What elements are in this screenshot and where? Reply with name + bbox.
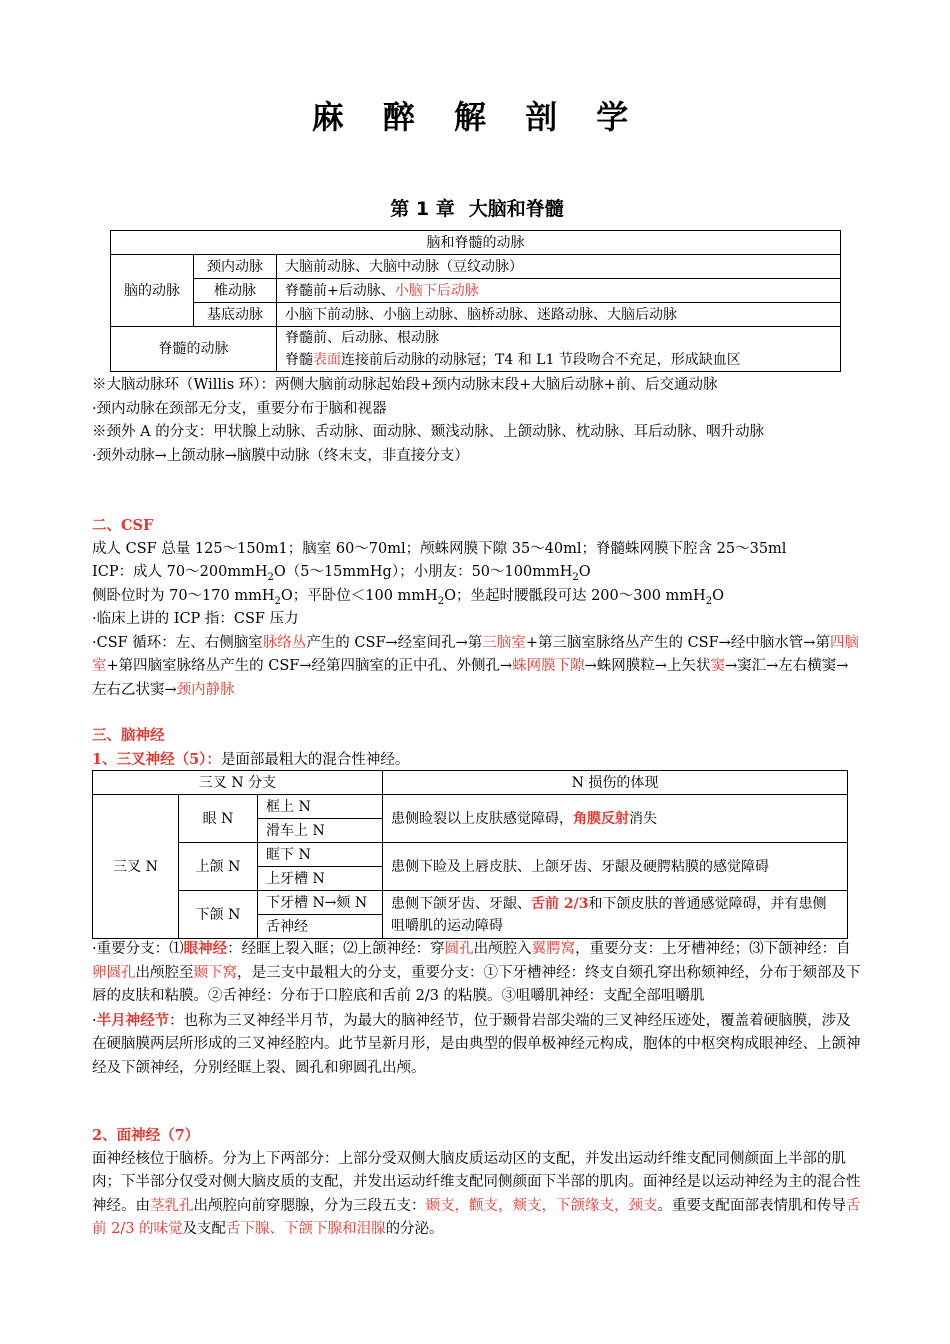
table-cell: 椎动脉 bbox=[194, 279, 277, 303]
note: ·颈外动脉→上颌动脉→脑膜中动脉（终末支，非直接分支） bbox=[92, 447, 469, 464]
csf-icp: ICP：成人 70～200mmH$_2$O（5～15mmHg）；小朋友：50～100mmH$_2$O bbox=[92, 564, 591, 583]
text-run: ：经眶上裂入眶；⑵上颌神经：穿 bbox=[227, 941, 445, 957]
text-run: 及支配 bbox=[182, 1221, 227, 1237]
table-cell: 颈内动脉 bbox=[194, 255, 277, 279]
text-run: →蛛网膜粒→上矢状 bbox=[584, 658, 711, 674]
text-run: 出颅腔入 bbox=[473, 941, 532, 957]
text-run: ：也称为三叉神经半月节，为最大的脑神经节，位于颞骨岩部尖端的三叉神经压迹处，覆盖着硬脑膜，涉及在硬脑膜两层所形成的三叉神经腔内。此节呈新月形，是由典型的假单极神经元构成，胞体的中枢突构成眼神经、上颌神经及下颌神经，分别经眶上裂、圆孔和卵圆孔出颅。 bbox=[92, 1012, 861, 1076]
highlight-bold: 半月神经节 bbox=[96, 1011, 170, 1029]
highlight-text: 圆孔 bbox=[444, 941, 474, 957]
text-run: ，是三支中最粗大的分支，重要分支：①下牙槽神经：终支自颏孔穿出称颏神经，分布于颏部及下唇的皮肤和粘膜。②舌神经：分布于口腔底和舌前 2/3 的粘膜。③咀嚼肌神经：支配全部咀嚼肌 bbox=[92, 964, 861, 1004]
csf-clinical: ·临床上讲的 ICP 指：CSF 压力 bbox=[92, 611, 299, 627]
csf-circulation bbox=[92, 632, 862, 703]
table-cell: 脊髓前+后动脉、小脑下后动脉 bbox=[277, 279, 841, 303]
text-run: 出颅腔至 bbox=[135, 964, 194, 981]
table-cell: 舌神经 bbox=[258, 915, 383, 939]
table-cell: 患侧睑裂以上皮肤感觉障碍，角膜反射消失 bbox=[383, 795, 848, 843]
artery-table bbox=[110, 230, 841, 372]
table-cell: 脊髓前、后动脉、根动脉 脊髓表面连接前后动脉的动脉冠；T4 和 L1 节段吻合不充足，形成缺血区 bbox=[277, 327, 841, 372]
table-header: N 损伤的体现 bbox=[383, 771, 848, 795]
table-cell: 患侧下睑及上唇皮肤、上颌牙齿、牙龈及硬腭粘膜的感觉障碍 bbox=[383, 843, 848, 891]
chapter-name: 大脑和脊髓 bbox=[468, 198, 564, 220]
text-run: · bbox=[92, 1012, 97, 1029]
highlight-text: 舌下腺、下颌下腺和泪腺 bbox=[226, 1221, 386, 1237]
text-run: 面神经核位于脑桥。分为上下两部分：上部分受双侧大脑皮质运动区的支配，并发出运动纤维支配同侧颜面上半部的肌肉；下半部分仅受对侧大脑皮质的支配，并发出运动纤维支配同侧颜面下半部的肌肉。面神经是以运动神经为主的混合性神经。由 bbox=[92, 1150, 861, 1214]
text-run: +第四脑室脉络丛产生的 CSF→经第四脑室的正中孔、外侧孔→ bbox=[106, 658, 513, 674]
artery-notes bbox=[92, 374, 862, 468]
text-run: 产生的 CSF→经室间孔→第 bbox=[306, 634, 483, 651]
table-cell: 基底动脉 bbox=[194, 303, 277, 327]
highlight-text: 脉络丛 bbox=[262, 634, 307, 651]
text-run: +第三脑室脉络丛产生的 CSF→经中脑水管→第 bbox=[525, 634, 830, 651]
highlight-text: 窦 bbox=[710, 658, 725, 674]
table-cell: 下牙槽 N→颏 N bbox=[258, 891, 383, 915]
table-header: 脑和脊髓的动脉 bbox=[111, 231, 841, 255]
text-run: 的分泌。 bbox=[385, 1221, 444, 1237]
table-cell: 上牙槽 N bbox=[258, 867, 383, 891]
table-cell: 下颌 N bbox=[179, 891, 258, 939]
highlight-text: 颞支，颧支，颊支，下颌缘支，颈支 bbox=[425, 1197, 658, 1214]
highlight-text: 舌前 2/3 的味觉 bbox=[92, 1197, 861, 1237]
text-run: →窦汇→左右横窦→左右乙状窦→ bbox=[92, 658, 849, 698]
trigeminal-branches bbox=[92, 937, 862, 1009]
csf-volume: 成人 CSF 总量 125～150m1；脑室 60～70ml；颅蛛网膜下隙 35～40ml；脊髓蛛网膜下腔含 25～35ml bbox=[92, 540, 787, 557]
table-cell: 大脑前动脉、大脑中动脉（豆纹动脉） bbox=[277, 255, 841, 279]
section-heading: 三、脑神经 bbox=[92, 727, 165, 744]
table-cell: 三叉 N bbox=[93, 795, 179, 939]
table-cell: 脊髓的动脉 bbox=[111, 327, 277, 372]
chapter-title bbox=[92, 194, 862, 221]
trigeminal-table bbox=[92, 770, 848, 939]
highlight-text: 卵圆孔 bbox=[92, 964, 136, 981]
text-run: ·CSF 循环：左、右侧脑室 bbox=[92, 634, 263, 651]
table-cell: 滑车上 N bbox=[258, 819, 383, 843]
table-cell: 框上 N bbox=[258, 795, 383, 819]
highlight-text: 蛛网膜下隙 bbox=[512, 658, 585, 674]
table-header: 三叉 N 分支 bbox=[93, 771, 383, 795]
text-run: ，重要分支：上牙槽神经；⑶下颌神经：自 bbox=[575, 941, 851, 957]
facial-section bbox=[92, 1124, 862, 1242]
highlight-text: 颈内静脉 bbox=[176, 681, 235, 698]
text-run: ·重要分支：⑴ bbox=[92, 941, 184, 957]
highlight-text: 四脑室 bbox=[92, 634, 859, 674]
nerve-section bbox=[92, 724, 862, 772]
note: ※大脑动脉环（Willis 环）：两侧大脑前动脉起始段+颈内动脉末段+大脑后动脉+前、后交通动脉 bbox=[92, 377, 718, 393]
highlight-text: 茎乳孔 bbox=[150, 1197, 194, 1214]
highlight-text: 颞下窝 bbox=[193, 964, 237, 981]
table-cell: 眼 N bbox=[179, 795, 258, 843]
highlight-text: 翼腭窝 bbox=[531, 941, 576, 957]
csf-position: 侧卧位时为 70～170 mmH$_2$O；平卧位＜100 mmH$_2$O；坐起时腰骶段可达 200～300 mmH$_2$O bbox=[92, 587, 724, 607]
text-run: 出颅腔向前穿腮腺，分为三段五支： bbox=[193, 1197, 426, 1214]
note: ·颈内动脉在颈部无分支，重要分布于脑和视器 bbox=[92, 400, 387, 417]
csf-section bbox=[92, 514, 862, 702]
facial-description bbox=[92, 1148, 862, 1242]
table-cell: 眶下 N bbox=[258, 843, 383, 867]
table-cell: 小脑下前动脉、小脑上动脉、脑桥动脉、迷路动脉、大脑后动脉 bbox=[277, 303, 841, 327]
semilunar-ganglion bbox=[92, 1009, 862, 1081]
table-cell: 脑的动脉 bbox=[111, 255, 194, 327]
chapter-number: 第 1 章 bbox=[390, 198, 455, 220]
section-heading: 2、面神经（7） bbox=[92, 1127, 200, 1144]
trigeminal-intro: 1、三叉神经（5）：是面部最粗大的混合性神经。 bbox=[92, 750, 410, 768]
note: ※颈外 A 的分支：甲状腺上动脉、舌动脉、面动脉、颞浅动脉、上颌动脉、枕动脉、耳后动脉、咽升动脉 bbox=[92, 424, 765, 440]
document-title: 麻 醉 解 剖 学 bbox=[311, 98, 643, 136]
trigeminal-notes bbox=[92, 937, 862, 1080]
table-cell: 上颌 N bbox=[179, 843, 258, 891]
highlight-bold: 眼神经 bbox=[183, 940, 228, 957]
highlight-text: 三脑室 bbox=[482, 634, 526, 651]
table-cell: 患侧下颌牙齿、牙龈、舌前 2/3和下颌皮肤的普通感觉障碍，并有患侧咀嚼肌的运动障碍 bbox=[383, 891, 848, 939]
section-heading: 二、CSF bbox=[92, 517, 154, 534]
text-run: 。重要支配面部表情肌和传导 bbox=[657, 1197, 846, 1214]
